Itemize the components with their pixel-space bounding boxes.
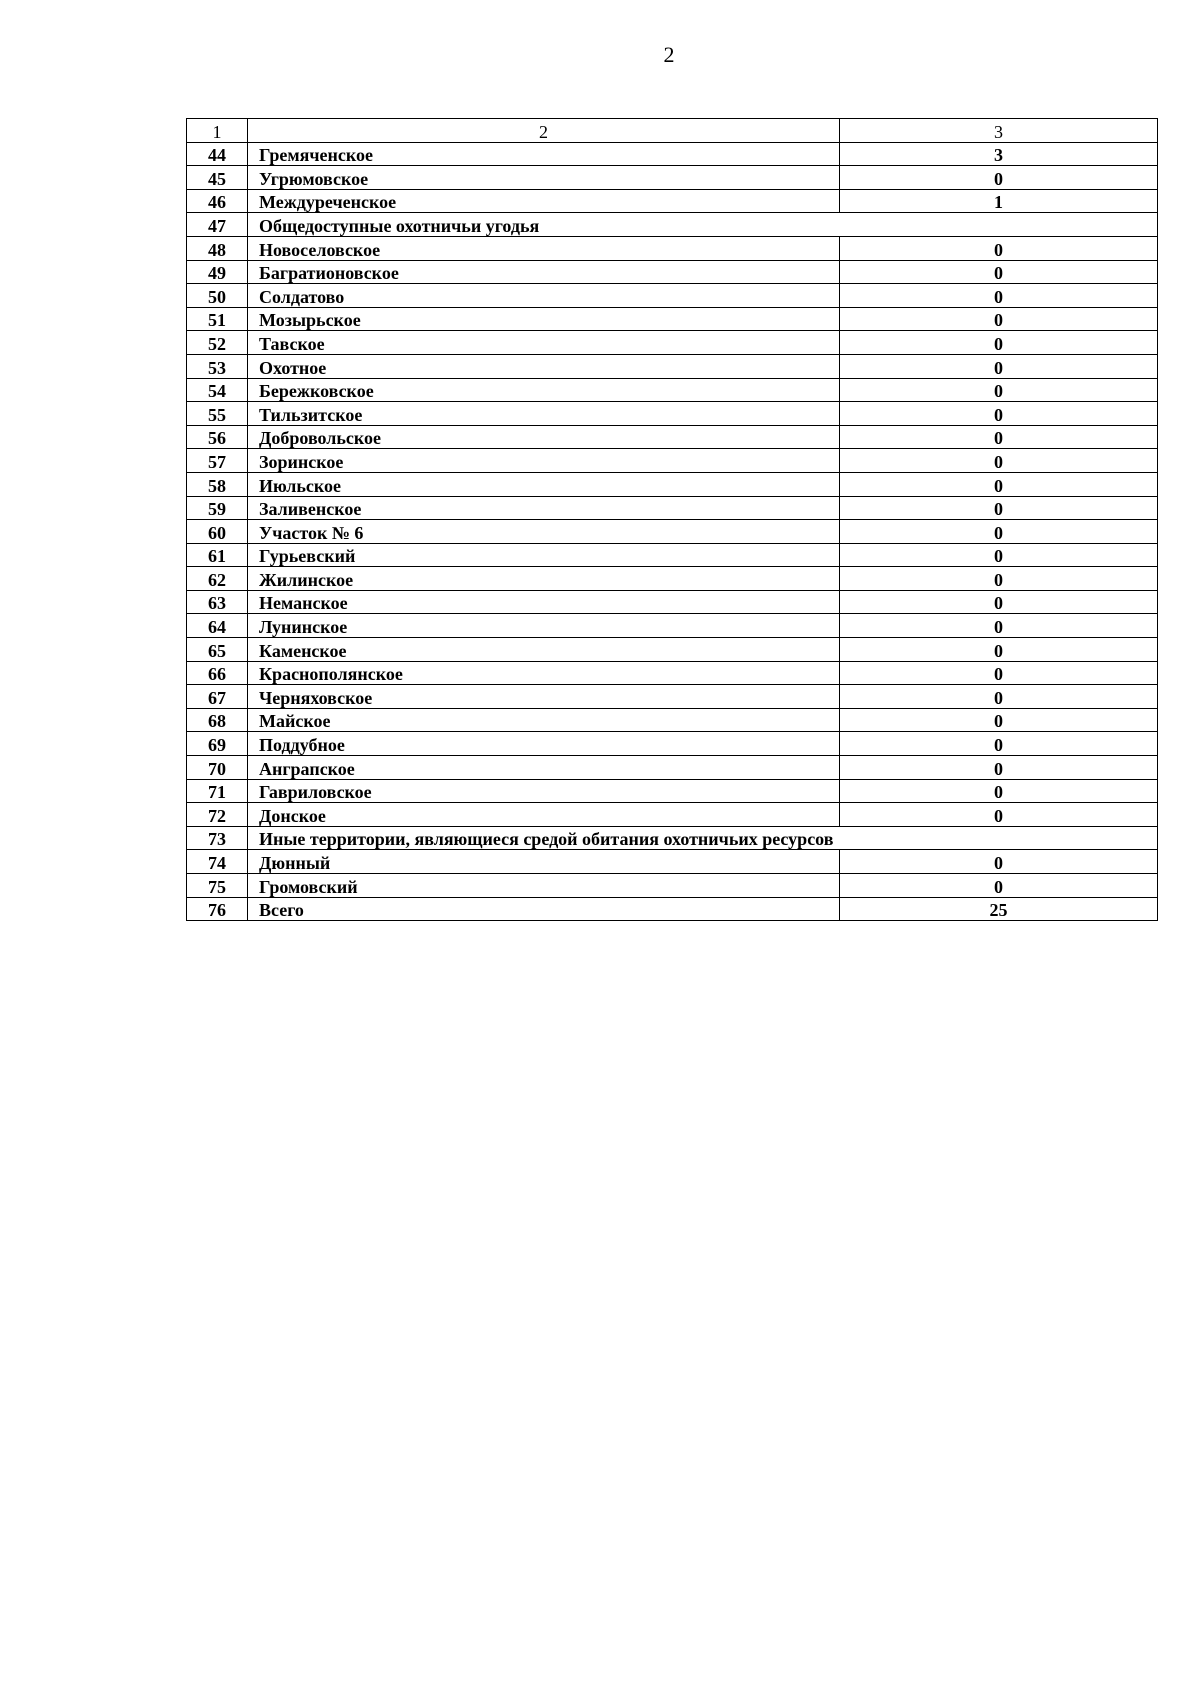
area-name-cell: Участок № 6 bbox=[248, 520, 840, 544]
area-name-cell: Заливенское bbox=[248, 496, 840, 520]
table-row bbox=[187, 425, 1158, 449]
area-name-cell: Междуреченское bbox=[248, 189, 840, 213]
area-name-cell: Июльское bbox=[248, 472, 840, 496]
row-number-cell: 61 bbox=[187, 543, 248, 567]
table-header-row bbox=[187, 119, 1158, 143]
table-row bbox=[187, 803, 1158, 827]
row-number-cell: 49 bbox=[187, 260, 248, 284]
row-number-cell: 54 bbox=[187, 378, 248, 402]
hunting-grounds-table bbox=[186, 118, 1158, 921]
row-number-cell: 50 bbox=[187, 284, 248, 308]
value-cell: 0 bbox=[840, 331, 1158, 355]
row-number-cell: 56 bbox=[187, 425, 248, 449]
area-name-cell: Добровольское bbox=[248, 425, 840, 449]
table-row bbox=[187, 354, 1158, 378]
table-row bbox=[187, 236, 1158, 260]
row-number-cell: 63 bbox=[187, 590, 248, 614]
row-number-cell: 64 bbox=[187, 614, 248, 638]
value-cell: 0 bbox=[840, 520, 1158, 544]
row-number-cell: 67 bbox=[187, 685, 248, 709]
value-cell: 0 bbox=[840, 402, 1158, 426]
table-row bbox=[187, 166, 1158, 190]
section-title-cell: Иные территории, являющиеся средой обитания охотничьих ресурсов bbox=[248, 826, 1158, 850]
area-name-cell: Гурьевский bbox=[248, 543, 840, 567]
area-name-cell: Анграпское bbox=[248, 756, 840, 780]
table-row bbox=[187, 496, 1158, 520]
table-row bbox=[187, 260, 1158, 284]
table-row bbox=[187, 850, 1158, 874]
table-row bbox=[187, 189, 1158, 213]
table-row bbox=[187, 307, 1158, 331]
row-number-cell: 66 bbox=[187, 661, 248, 685]
area-name-cell: Тавское bbox=[248, 331, 840, 355]
value-cell: 0 bbox=[840, 638, 1158, 662]
area-name-cell: Неманское bbox=[248, 590, 840, 614]
table-row bbox=[187, 897, 1158, 921]
area-name-cell: Багратионовское bbox=[248, 260, 840, 284]
value-cell: 0 bbox=[840, 590, 1158, 614]
area-name-cell: Бережковское bbox=[248, 378, 840, 402]
table-row bbox=[187, 142, 1158, 166]
row-number-cell: 52 bbox=[187, 331, 248, 355]
header-cell-2: 2 bbox=[248, 119, 840, 143]
table-row bbox=[187, 284, 1158, 308]
row-number-cell: 57 bbox=[187, 449, 248, 473]
value-cell: 0 bbox=[840, 378, 1158, 402]
row-number-cell: 59 bbox=[187, 496, 248, 520]
table-row bbox=[187, 378, 1158, 402]
header-cell-3: 3 bbox=[840, 119, 1158, 143]
row-number-cell: 53 bbox=[187, 354, 248, 378]
row-number-cell: 72 bbox=[187, 803, 248, 827]
value-cell: 0 bbox=[840, 756, 1158, 780]
table-row bbox=[187, 638, 1158, 662]
row-number-cell: 44 bbox=[187, 142, 248, 166]
table-row bbox=[187, 213, 1158, 237]
value-cell: 3 bbox=[840, 142, 1158, 166]
area-name-cell: Гавриловское bbox=[248, 779, 840, 803]
value-cell: 0 bbox=[840, 567, 1158, 591]
value-cell: 0 bbox=[840, 614, 1158, 638]
row-number-cell: 70 bbox=[187, 756, 248, 780]
table-row bbox=[187, 826, 1158, 850]
value-cell: 0 bbox=[840, 874, 1158, 898]
row-number-cell: 62 bbox=[187, 567, 248, 591]
value-cell: 0 bbox=[840, 850, 1158, 874]
table-row bbox=[187, 472, 1158, 496]
row-number-cell: 71 bbox=[187, 779, 248, 803]
value-cell: 0 bbox=[840, 166, 1158, 190]
area-name-cell: Майское bbox=[248, 708, 840, 732]
table-row bbox=[187, 614, 1158, 638]
area-name-cell: Громовский bbox=[248, 874, 840, 898]
area-name-cell: Зоринское bbox=[248, 449, 840, 473]
area-name-cell: Угрюмовское bbox=[248, 166, 840, 190]
value-cell: 0 bbox=[840, 284, 1158, 308]
table-row bbox=[187, 402, 1158, 426]
table-row bbox=[187, 331, 1158, 355]
table-row bbox=[187, 708, 1158, 732]
table-body bbox=[187, 119, 1158, 921]
value-cell: 0 bbox=[840, 472, 1158, 496]
area-name-cell: Тильзитское bbox=[248, 402, 840, 426]
table-row bbox=[187, 685, 1158, 709]
row-number-cell: 47 bbox=[187, 213, 248, 237]
area-name-cell: Краснополянское bbox=[248, 661, 840, 685]
value-cell: 0 bbox=[840, 496, 1158, 520]
table-row bbox=[187, 567, 1158, 591]
area-name-cell: Жилинское bbox=[248, 567, 840, 591]
area-name-cell: Солдатово bbox=[248, 284, 840, 308]
area-name-cell: Всего bbox=[248, 897, 840, 921]
area-name-cell: Новоселовское bbox=[248, 236, 840, 260]
row-number-cell: 55 bbox=[187, 402, 248, 426]
row-number-cell: 48 bbox=[187, 236, 248, 260]
row-number-cell: 74 bbox=[187, 850, 248, 874]
row-number-cell: 45 bbox=[187, 166, 248, 190]
area-name-cell: Охотное bbox=[248, 354, 840, 378]
row-number-cell: 60 bbox=[187, 520, 248, 544]
area-name-cell: Лунинское bbox=[248, 614, 840, 638]
area-name-cell: Донское bbox=[248, 803, 840, 827]
section-title-cell: Общедоступные охотничьи угодья bbox=[248, 213, 1158, 237]
table-row bbox=[187, 874, 1158, 898]
row-number-cell: 73 bbox=[187, 826, 248, 850]
page-number: 2 bbox=[663, 42, 675, 67]
table-row bbox=[187, 590, 1158, 614]
table-row bbox=[187, 520, 1158, 544]
table-row bbox=[187, 543, 1158, 567]
value-cell: 0 bbox=[840, 354, 1158, 378]
value-cell: 0 bbox=[840, 732, 1158, 756]
table-row bbox=[187, 756, 1158, 780]
value-cell: 0 bbox=[840, 661, 1158, 685]
area-name-cell: Мозырьское bbox=[248, 307, 840, 331]
value-cell: 0 bbox=[840, 260, 1158, 284]
row-number-cell: 68 bbox=[187, 708, 248, 732]
header-cell-1: 1 bbox=[187, 119, 248, 143]
table-row bbox=[187, 661, 1158, 685]
value-cell: 0 bbox=[840, 449, 1158, 473]
value-cell: 1 bbox=[840, 189, 1158, 213]
row-number-cell: 65 bbox=[187, 638, 248, 662]
table-row bbox=[187, 449, 1158, 473]
value-cell: 25 bbox=[840, 897, 1158, 921]
area-name-cell: Дюнный bbox=[248, 850, 840, 874]
value-cell: 0 bbox=[840, 543, 1158, 567]
row-number-cell: 75 bbox=[187, 874, 248, 898]
row-number-cell: 76 bbox=[187, 897, 248, 921]
area-name-cell: Каменское bbox=[248, 638, 840, 662]
value-cell: 0 bbox=[840, 708, 1158, 732]
table-row bbox=[187, 779, 1158, 803]
row-number-cell: 69 bbox=[187, 732, 248, 756]
row-number-cell: 51 bbox=[187, 307, 248, 331]
value-cell: 0 bbox=[840, 779, 1158, 803]
row-number-cell: 46 bbox=[187, 189, 248, 213]
value-cell: 0 bbox=[840, 236, 1158, 260]
value-cell: 0 bbox=[840, 685, 1158, 709]
value-cell: 0 bbox=[840, 307, 1158, 331]
table-row bbox=[187, 732, 1158, 756]
area-name-cell: Черняховское bbox=[248, 685, 840, 709]
area-name-cell: Поддубное bbox=[248, 732, 840, 756]
value-cell: 0 bbox=[840, 425, 1158, 449]
area-name-cell: Гремяченское bbox=[248, 142, 840, 166]
row-number-cell: 58 bbox=[187, 472, 248, 496]
value-cell: 0 bbox=[840, 803, 1158, 827]
